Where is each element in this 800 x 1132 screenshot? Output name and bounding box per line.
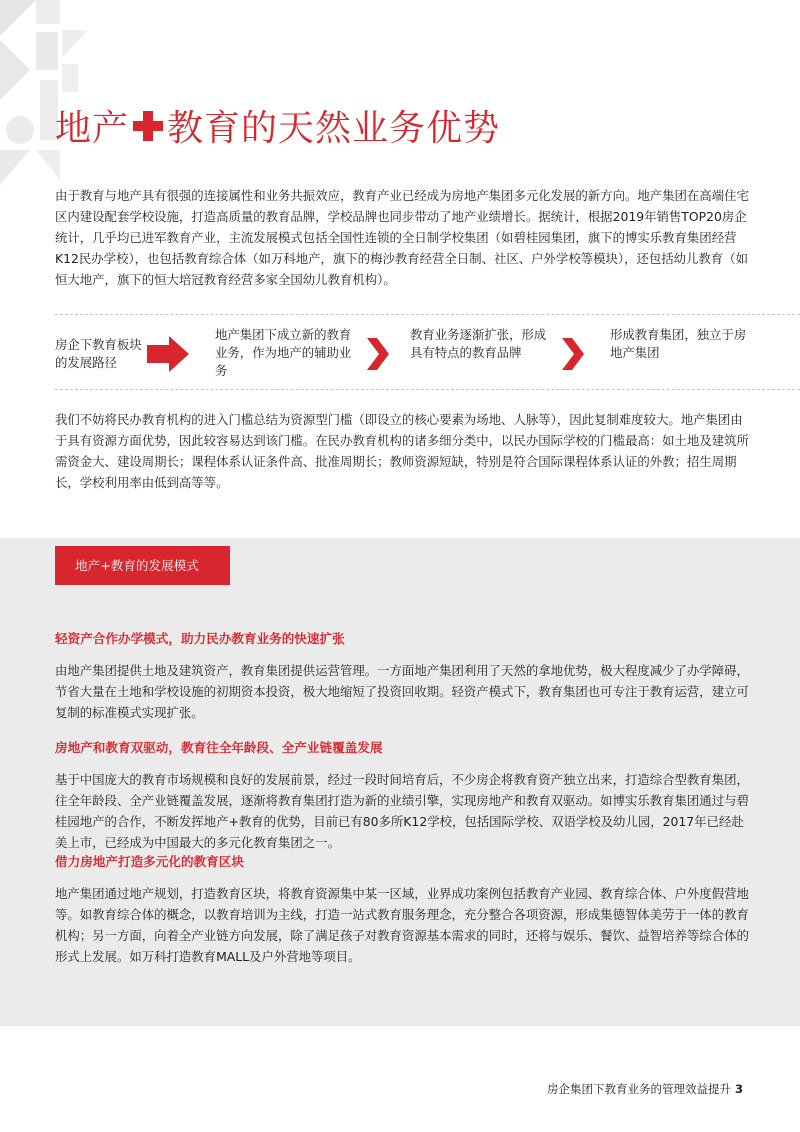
body-light-asset: 由地产集团提供土地及建筑资产，教育集团提供运营管理。一方面地产集团利用了天然的拿地优势，极大程度减少了办学障碍，节省大量在土地和学校设施的初期资本投资，极大地缩短了投资回收期。轻资产模式下，教育集团也可专注于教育运营，建立可复制的标准模式实现扩张。	[55, 663, 749, 720]
body-education-block: 地产集团通过地产规划，打造教育区块，将教育资源集中某一区域，业界成功案例包括教育产业园、教育综合体、户外度假营地等。如教育综合体的概念，以教育培训为主线，打造一站式教育服务理念，充分整合各项资源，形成集德智体美劳于一体的教育机构；另一方面，向着全产业链方向发展，除了满足孩子对教育资源基本需求的同时，还将与娱乐、餐饮、益智培养等综合体的形式上发展。如万科打造教育MALL及户外营地等项目。	[55, 886, 749, 964]
body-dual-drive: 基于中国庞大的教育市场规模和良好的发展前景，经过一段时间培育后，不少房企将教育资产独立出来，打造综合型教育集团，往全年龄段、全产业链覆盖发展，逐渐将教育集团打造为新的业绩引擎，实现房地产和教育双驱动。如博实乐教育集团通过与碧桂园地产的合作，不断发挥地产+教育的优势，目前已有80多所K12学校，包括国际学校、双语学校及幼儿园，2017年已经赴美上市，已经成为中国最大的多元化教育集团之一。	[55, 772, 749, 850]
subheading-education-block: 借力房地产打造多元化的教育区块	[55, 854, 244, 869]
divider-bottom	[55, 389, 800, 390]
threshold-paragraph: 我们不妨将民办教育机构的进入门槛总结为资源型门槛（即设立的核心要素为场地、人脉等），因此复制难度较大。地产集团由于具有资源方面优势，因此较容易达到该门槛。在民办教育机构的诸多细分类中，以民办国际学校的门槛最高：如土地及建筑所需资金大、建设周期长；课程体系认证条件高、批准周期长；教师资源短缺，特别是符合国际课程体系认证的外教；招生周期长，学校利用率由低到高等等。	[55, 412, 749, 490]
page-footer	[547, 1081, 743, 1097]
section-tag: 地产+教育的发展模式	[55, 546, 230, 585]
plus-icon	[131, 109, 165, 143]
subheading-dual-drive: 房地产和教育双驱动，教育往全年龄段、全产业链覆盖发展	[55, 740, 383, 755]
page-number: 3	[734, 1082, 743, 1096]
flow-step-3: 教育业务逐渐扩张，形成具有特点的教育品牌	[410, 327, 547, 360]
title-part-1: 地产	[55, 108, 130, 149]
divider-top	[55, 314, 800, 315]
flow-step-1: 房企下教育板块的发展路径	[55, 337, 142, 370]
subheading-light-asset: 轻资产合作办学模式，助力民办教育业务的快速扩张	[55, 631, 345, 646]
chevron-right-icon	[560, 338, 584, 370]
intro-paragraph: 由于教育与地产具有很强的连接属性和业务共振效应，教育产业已经成为房地产集团多元化发展的新方向。地产集团在高端住宅区内建设配套学校设施，打造高质量的教育品牌，学校品牌也同步带动了地产业绩增长。据统计，根据2019年销售TOP20房企统计，几乎均已进军教育产业，主流发展模式包括全国性连锁的全日制学校集团（如碧桂园集团，旗下的博实乐教育集团经营K12民办学校），也包括教育综合体（如万科地产，旗下的梅沙教育经营全日制、社区、户外学校等模块），还包括幼儿教育（如恒大地产，旗下的恒大培冠教育经营多家全国幼儿教育机构）。	[55, 188, 749, 287]
page-title	[55, 100, 500, 151]
arrow-right-icon	[147, 336, 189, 372]
flow-step-4: 形成教育集团，独立于房地产集团	[610, 327, 747, 360]
development-path-flow	[55, 326, 755, 382]
chevron-right-icon	[365, 338, 389, 370]
footer-text: 房企集团下教育业务的管理效益提升	[546, 1082, 731, 1096]
flow-step-2: 地产集团下成立新的教育业务，作为地产的辅助业务	[215, 327, 352, 378]
title-part-2: 教育的天然业务优势	[167, 108, 501, 149]
